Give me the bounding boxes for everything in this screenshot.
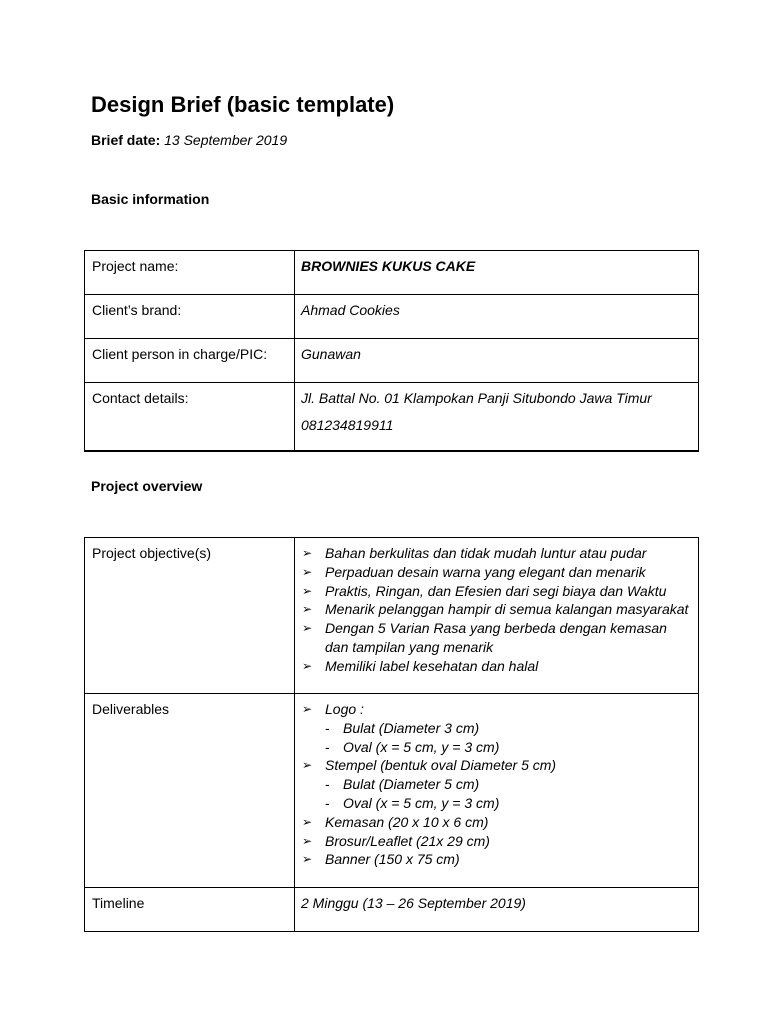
- deliverable-sub-text: Bulat (Diameter 5 cm): [343, 776, 480, 793]
- project-overview-table: [84, 537, 699, 932]
- list-item: [301, 850, 690, 869]
- project-name-value: [295, 251, 699, 295]
- deliverables-label: Deliverables: [85, 694, 295, 888]
- deliverable-text: Stempel (bentuk oval Diameter 5 cm): [325, 757, 557, 774]
- project-name-text: BROWNIES KUKUS CAKE: [301, 258, 476, 274]
- deliverable-text: Banner (150 x 75 cm): [325, 851, 460, 868]
- list-item: [325, 738, 690, 757]
- objective-text: Perpaduan desain warna yang elegant dan menarik: [325, 563, 646, 580]
- table-row: [85, 694, 699, 888]
- arrow-bullet-icon: ➢: [302, 621, 313, 636]
- deliverables-value: [295, 694, 699, 888]
- list-item: [301, 582, 690, 601]
- arrow-bullet-icon: ➢: [302, 546, 313, 560]
- table-row: [85, 339, 699, 383]
- dash-bullet: -: [325, 719, 330, 736]
- list-item: [325, 775, 690, 794]
- brief-date: [91, 131, 287, 149]
- list-item: [301, 544, 690, 563]
- arrow-bullet-icon: ➢: [302, 852, 313, 867]
- deliverable-text: Brosur/Leaflet (21x 29 cm): [325, 832, 490, 849]
- basic-info-heading: Basic information: [91, 191, 210, 207]
- client-brand-value: Ahmad Cookies: [295, 295, 699, 339]
- arrow-bullet-icon: ➢: [302, 583, 313, 598]
- contact-details-value: [295, 383, 699, 452]
- objectives-value: [295, 538, 699, 694]
- dash-bullet: -: [325, 776, 330, 793]
- objective-text: Dengan 5 Varian Rasa yang berbeda dengan kemasan dan tampilan yang menarik: [325, 620, 667, 655]
- deliverable-text: Kemasan (20 x 10 x 6 cm): [325, 813, 489, 830]
- objective-text: Praktis, Ringan, dan Efesien dari segi biaya dan Waktu: [325, 582, 667, 599]
- logo-sublist: [325, 719, 690, 757]
- arrow-bullet-icon: ➢: [302, 814, 313, 829]
- table-row: [85, 295, 699, 339]
- objectives-list: [301, 544, 690, 676]
- arrow-bullet-icon: ➢: [302, 833, 313, 848]
- deliverables-list: [301, 700, 690, 869]
- objective-text: Memiliki label kesehatan dan halal: [325, 657, 539, 674]
- project-name-label: Project name:: [85, 251, 295, 295]
- contact-address: Jl. Battal No. 01 Klampokan Panji Situbondo Jawa Timur: [301, 390, 652, 406]
- list-item: [301, 600, 690, 619]
- brief-date-value: 13 September 2019: [164, 132, 288, 148]
- list-item: [325, 719, 690, 738]
- contact-details-label: Contact details:: [85, 383, 295, 452]
- objectives-label: Project objective(s): [85, 538, 295, 694]
- arrow-bullet-icon: ➢: [302, 758, 313, 773]
- deliverable-text: Logo :: [325, 701, 364, 717]
- list-item: [325, 794, 690, 813]
- table-row: [85, 383, 699, 452]
- timeline-value: 2 Minggu (13 – 26 September 2019): [295, 888, 699, 932]
- contact-phone: 081234819911: [301, 417, 394, 433]
- objective-text: Bahan berkulitas dan tidak mudah luntur atau pudar: [325, 545, 647, 561]
- list-item: [301, 756, 690, 812]
- list-item: [301, 657, 690, 676]
- objective-text: Menarik pelanggan hampir di semua kalangan masyarakat: [325, 601, 689, 618]
- arrow-bullet-icon: ➢: [302, 702, 313, 716]
- arrow-bullet-icon: ➢: [302, 564, 313, 579]
- arrow-bullet-icon: ➢: [302, 602, 313, 617]
- list-item: [301, 813, 690, 832]
- brief-date-label: Brief date:: [91, 132, 161, 148]
- stempel-sublist: [325, 775, 690, 813]
- deliverable-sub-text: Oval (x = 5 cm, y = 3 cm): [343, 738, 500, 755]
- list-item: [301, 832, 690, 851]
- table-row: [85, 538, 699, 694]
- table-row: [85, 251, 699, 295]
- basic-info-table: [84, 250, 699, 452]
- timeline-label: Timeline: [85, 888, 295, 932]
- deliverable-sub-text: Bulat (Diameter 3 cm): [343, 719, 480, 736]
- client-brand-label: Client’s brand:: [85, 295, 295, 339]
- project-overview-heading: Project overview: [91, 478, 203, 494]
- client-pic-label: Client person in charge/PIC:: [85, 339, 295, 383]
- dash-bullet: -: [325, 738, 330, 755]
- arrow-bullet-icon: ➢: [302, 658, 313, 673]
- table-row: [85, 888, 699, 932]
- deliverable-sub-text: Oval (x = 5 cm, y = 3 cm): [343, 794, 500, 811]
- dash-bullet: -: [325, 794, 330, 811]
- list-item: [301, 700, 690, 756]
- list-item: [301, 563, 690, 582]
- client-pic-value: Gunawan: [295, 339, 699, 383]
- page-title: Design Brief (basic template): [91, 92, 395, 117]
- list-item: [301, 619, 690, 657]
